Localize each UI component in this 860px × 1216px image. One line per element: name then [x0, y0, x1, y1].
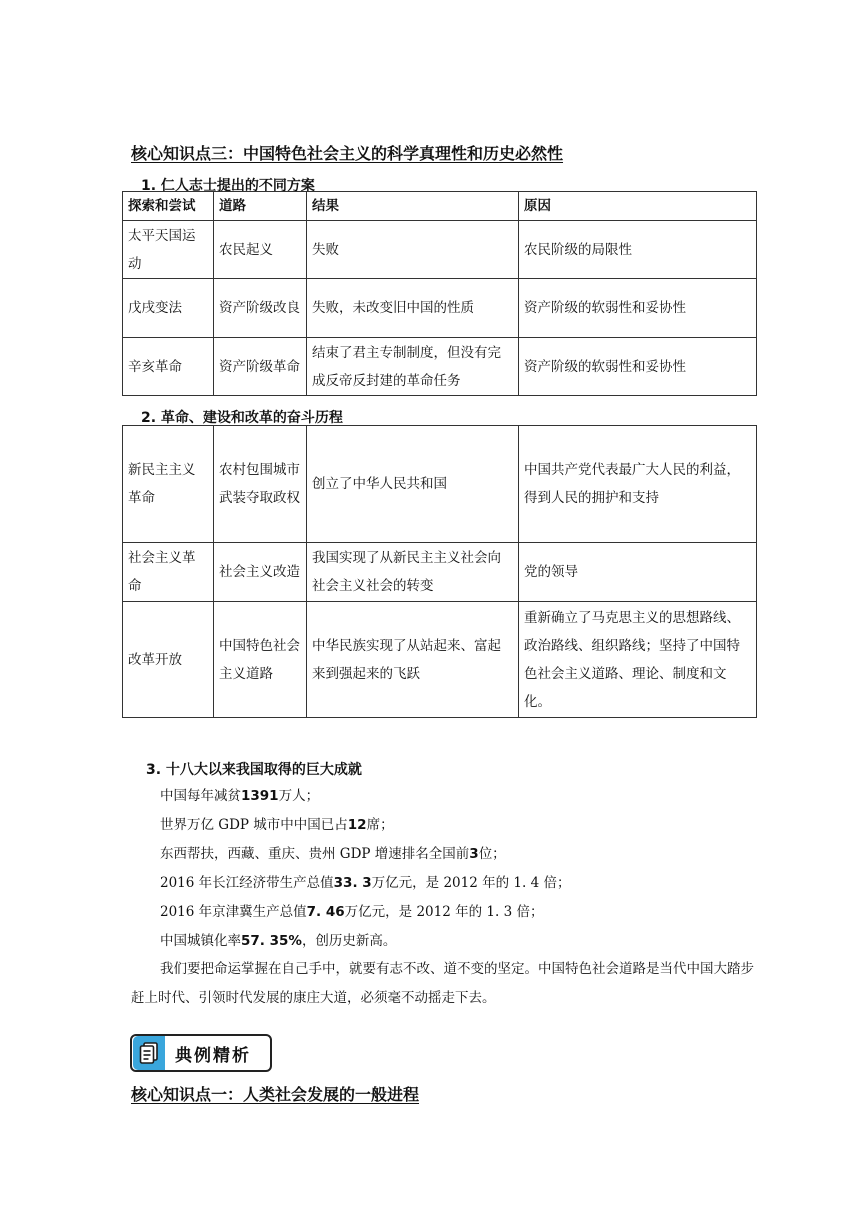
achievement-item: 中国城镇化率57. 35%，创历史新高。: [160, 933, 397, 949]
example-analysis-badge: [130, 1034, 272, 1072]
table-cell: 农民阶级的局限性: [519, 221, 757, 279]
table-cell: 资产阶级改良: [214, 279, 307, 338]
table-cell: 戊戌变法: [123, 279, 214, 338]
subsection-title: 1. 仁人志士提出的不同方案: [141, 178, 315, 194]
document-list-icon: [133, 1036, 165, 1070]
table-cell: 社会主义改造: [214, 543, 307, 602]
struggle-table: [122, 425, 757, 718]
column-header: 结果: [307, 192, 519, 221]
table-row: [123, 426, 757, 543]
table-row: [123, 221, 757, 279]
table-cell: 太平天国运动: [123, 221, 214, 279]
subsection-title: 2. 革命、建设和改革的奋斗历程: [141, 410, 343, 426]
achievement-item: 东西帮扶，西藏、重庆、贵州 GDP 增速排名全国前3位；: [160, 846, 506, 862]
column-header: 探索和尝试: [123, 192, 214, 221]
table-cell: 党的领导: [519, 543, 757, 602]
achievement-item: 2016 年长江经济带生产总值33. 3万亿元，是 2012 年的 1. 4 倍；: [160, 875, 571, 891]
table-row: [123, 602, 757, 718]
table-row: [123, 543, 757, 602]
table-row: [123, 279, 757, 338]
table-cell: 改革开放: [123, 602, 214, 718]
table-cell: 重新确立了马克思主义的思想路线、政治路线、组织路线；坚持了中国特色社会主义道路、理论、制度和文化。: [519, 602, 757, 718]
achievement-item: 2016 年京津冀生产总值7. 46万亿元，是 2012 年的 1. 3 倍；: [160, 904, 544, 920]
section-title: 核心知识点一：人类社会发展的一般进程: [131, 1085, 420, 1104]
table-cell: 结束了君主专制制度，但没有完成反帝反封建的革命任务: [307, 338, 519, 396]
achievement-item: 中国每年减贫1391万人；: [160, 788, 320, 804]
table-cell: 失败: [307, 221, 519, 279]
column-header: 道路: [214, 192, 307, 221]
table-cell: 我国实现了从新民主主义社会向社会主义社会的转变: [307, 543, 519, 602]
conclusion-paragraph: 我们要把命运掌握在自己手中，就要有志不改、道不变的坚定。中国特色社会道路是当代中国大踏步赶上时代、引领时代发展的康庄大道，必须毫不动摇走下去。: [131, 961, 754, 1006]
subsection-title: 3. 十八大以来我国取得的巨大成就: [146, 762, 362, 778]
table-cell: 中国共产党代表最广大人民的利益，得到人民的拥护和支持: [519, 426, 757, 543]
table-cell: 中华民族实现了从站起来、富起来到强起来的飞跃: [307, 602, 519, 718]
proposals-table: [122, 191, 757, 396]
table-row: [123, 338, 757, 396]
table-cell: 新民主主义革命: [123, 426, 214, 543]
table-cell: 农村包围城市 武装夺取政权: [214, 426, 307, 543]
column-header: 原因: [519, 192, 757, 221]
achievement-item: 世界万亿 GDP 城市中中国已占12席；: [160, 817, 394, 833]
table-header-row: [123, 192, 757, 221]
section-title: 核心知识点三：中国特色社会主义的科学真理性和历史必然性: [131, 144, 564, 163]
table-cell: 农民起义: [214, 221, 307, 279]
table-cell: 中国特色社会主义道路: [214, 602, 307, 718]
table-cell: 资产阶级的软弱性和妥协性: [519, 279, 757, 338]
badge-label: 典例精析: [175, 1045, 251, 1066]
table-cell: 辛亥革命: [123, 338, 214, 396]
table-cell: 资产阶级的软弱性和妥协性: [519, 338, 757, 396]
table-cell: 创立了中华人民共和国: [307, 426, 519, 543]
table-cell: 社会主义革命: [123, 543, 214, 602]
table-cell: 失败，未改变旧中国的性质: [307, 279, 519, 338]
table-cell: 资产阶级革命: [214, 338, 307, 396]
